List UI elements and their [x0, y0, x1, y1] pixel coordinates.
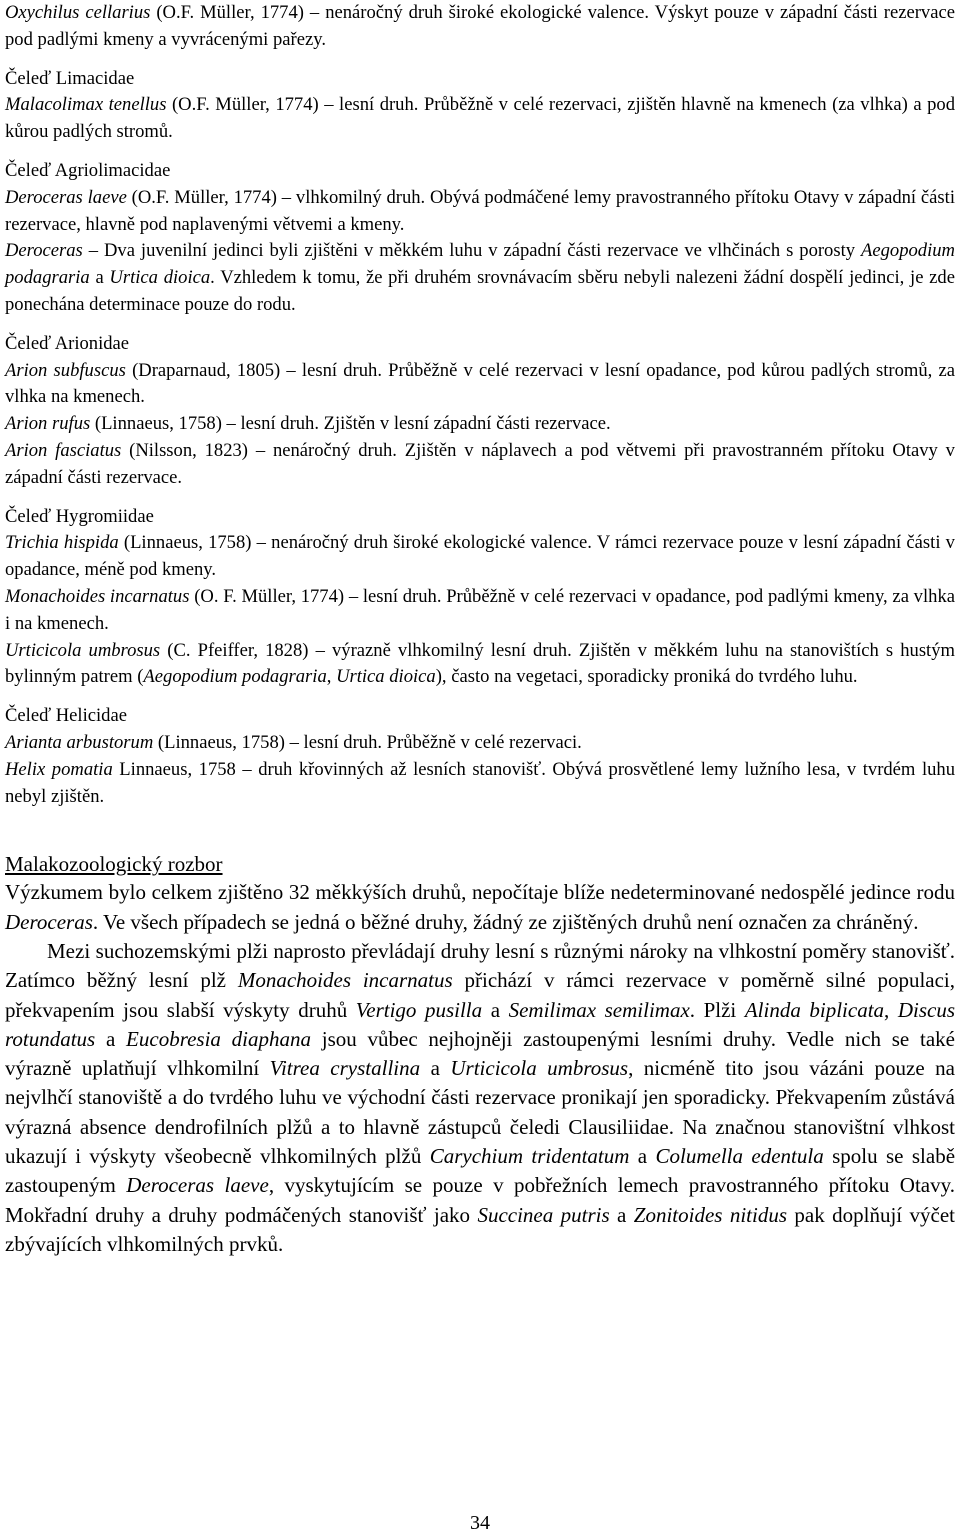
species-description: (Nilsson, 1823) – nenáročný druh. Zjištěn v náplavech a pod větvemi při pravostranném přítoku Otavy v západní části rezervace.: [5, 439, 955, 488]
species-description: Linnaeus, 1758 – druh křovinných až lesních stanovišť. Obývá prosvětlené lemy lužního lesa, v tvrdém luhu nebyl zjištěn.: [5, 758, 955, 807]
species-arion-subfuscus: [5, 358, 955, 412]
species-name: Arion rufus: [5, 413, 91, 435]
species-arion-fasciatus: [5, 438, 955, 492]
text-run: spolu se slabě zastoupeným: [5, 1143, 956, 1198]
family-heading-arionidae: Čeleď Arionidae: [5, 332, 130, 354]
text-run: , nicméně tito jsou vázáni pouze na nejvlhčí stanoviště a do tvrdého luhu ve východní části rezervace pronikají jen sporadicky. Překvapením zůstává výrazná absence dendrofilních plžů a to hlavně zástupců čeledi Clausiliidae. Na značnou stanovištní vlhkost ukazují i výskyty všeobecně vlhkomilných plžů: [5, 1056, 955, 1168]
species-name: Columella edentula: [655, 1143, 824, 1168]
section-heading-malacozoological-analysis: Malakozoologický rozbor: [5, 852, 223, 877]
species-trichia-hispida: [5, 530, 955, 584]
plant-name: Aegopodium podagraria: [143, 666, 327, 688]
species-name: Vertigo pusilla: [355, 997, 483, 1022]
plant-name: Aegopodium podagraria: [5, 240, 955, 289]
species-malacolimax-tenellus: [5, 92, 955, 146]
species-name: Helix pomatia: [5, 758, 113, 780]
family-heading-helicidae: Čeleď Helicidae: [5, 705, 127, 727]
species-description: (Draparnaud, 1805) – lesní druh. Průběžně v celé rezervaci v lesní opadance, pod kůrou padlých stromů, za vlhka na kmenech.: [5, 359, 955, 408]
text-run: jsou vůbec nejhojněji zastoupenými lesními druhy. Vedle nich se také výrazně uplatňují vlhkomilní: [5, 1026, 955, 1081]
text-run: ,: [884, 997, 898, 1022]
species-urticicola-umbrosus: [5, 638, 955, 692]
family-heading-limacidae: Čeleď Limacidae: [5, 67, 135, 89]
species-name: Urticicola umbrosus: [450, 1056, 629, 1081]
species-monachoides-incarnatus: [5, 584, 955, 638]
text-run: a: [95, 1026, 127, 1051]
species-name: Eucobresia diaphana: [126, 1026, 311, 1051]
family-heading-agriolimacidae: Čeleď Agriolimacidae: [5, 159, 171, 181]
species-name: Carychium tridentatum: [429, 1143, 630, 1168]
text-run: ,: [326, 666, 337, 688]
text-run: přichází v rámci rezervace v poměrně silné populaci, překvapením jsou slabší výskyty druhů: [5, 968, 956, 1022]
text-run: Výzkumem bylo celkem zjištěno 32 měkkýších druhů, nepočítaje blíže nedeterminované nedospělé jedince rodu: [5, 880, 955, 905]
species-description: – Dva juvenilní jedinci byli zjištěni v měkkém luhu v západní části rezervace ve vlhčinách s porosty: [82, 240, 861, 262]
species-arianta-arbustorum: [5, 730, 955, 757]
species-name: Oxychilus cellarius: [5, 2, 151, 23]
species-arion-rufus: [5, 411, 955, 438]
species-name: Monachoides incarnatus: [237, 968, 453, 993]
text-run: . Ve všech případech se jedná o běžné druhy, žádný ze zjištěných druhů není označen za chráněný.: [92, 909, 919, 934]
species-name: Monachoides incarnatus: [5, 585, 190, 607]
species-name: Semilimax semilimax: [508, 997, 690, 1022]
species-oxychilus-cellarius: [5, 0, 955, 54]
text-run: pak doplňují výčet zbývajících vlhkomilných prvků.: [5, 1202, 955, 1256]
species-description: (Linnaeus, 1758) – lesní druh. Průběžně v celé rezervaci.: [153, 731, 582, 753]
species-description: (O. F. Müller, 1774) – lesní druh. Průběžně v celé rezervaci v opadance, pod padlými kmeny, za vlhka i na kmenech.: [5, 585, 955, 634]
plant-name: Urtica dioica: [109, 267, 211, 289]
species-name: Deroceras: [5, 240, 83, 262]
document-page: [5, 0, 955, 1259]
text-run: . Vzhledem k tomu, že při druhém srovnávacím sběru nebyli nalezeni žádní dospělí jedinci, je zde ponechána determinace pouze do rodu.: [5, 267, 955, 315]
species-name: Deroceras laeve: [126, 1173, 269, 1198]
text-run: a: [482, 997, 509, 1022]
species-deroceras: [5, 238, 955, 318]
species-name: Zonitoides nitidus: [633, 1202, 788, 1227]
text-run: ), často na vegetaci, sporadicky proniká do tvrdého luhu.: [435, 666, 858, 688]
species-description: (C. Pfeiffer, 1828) – výrazně vlhkomilný lesní druh. Zjištěn v měkkém luhu na stanovištích s hustým bylinným patrem (: [5, 639, 955, 688]
page-number: 34: [470, 1512, 490, 1534]
species-name: Urticicola umbrosus: [5, 639, 161, 661]
species-description: (Linnaeus, 1758) – lesní druh. Zjištěn v lesní západní části rezervace.: [90, 413, 611, 435]
analysis-paragraph-2: [5, 937, 955, 1259]
species-name: Succinea putris: [477, 1202, 610, 1227]
species-description: (O.F. Müller, 1774) – nenáročný druh široké ekologické valence. Výskyt pouze v západní části rezervace pod padlými kmeny a vyvrácenými pařezy.: [5, 2, 955, 50]
species-description: (O.F. Müller, 1774) – vlhkomilný druh. Obývá podmáčené lemy pravostranného přítoku Otavy v západní části rezervace, hlavně pod naplavenými větvemi a kmeny.: [5, 186, 955, 235]
text-run: Mezi suchozemskými plži naprosto převládají druhy lesní s různými nároky na vlhkostní poměry stanovišť. Zatímco běžný lesní plž: [5, 938, 955, 993]
species-name: Malacolimax tenellus: [5, 94, 167, 116]
text-run: , vyskytujícím se pouze v pobřežních lemech pravostranného přítoku Otavy. Mokřadní druhy a druhy podmáčených stanovišť jako: [5, 1173, 955, 1227]
species-name: Alinda biplicata: [744, 997, 885, 1022]
text-run: a: [89, 267, 110, 289]
species-helix-pomatia: [5, 757, 955, 811]
text-run: a: [420, 1056, 451, 1081]
species-deroceras-laeve: [5, 185, 955, 239]
text-run: . Plži: [689, 997, 745, 1022]
plant-name: Urtica dioica: [336, 666, 436, 688]
analysis-paragraph-1: [5, 878, 955, 937]
text-run: a: [609, 1202, 634, 1227]
species-name: Discus rotundatus: [5, 997, 956, 1051]
species-description: (O.F. Müller, 1774) – lesní druh. Průběžně v celé rezervaci, zjištěn hlavně na kmenech (za vlhka) a pod kůrou padlých stromů.: [5, 94, 955, 143]
species-description: (Linnaeus, 1758) – nenáročný druh široké ekologické valence. V rámci rezervace pouze v lesní západní části v opadance, méně pod kmeny.: [5, 532, 955, 581]
species-name: Arion subfuscus: [5, 359, 126, 381]
species-name: Vitrea crystallina: [269, 1056, 421, 1081]
species-name: Deroceras: [5, 909, 93, 934]
species-name: Arion fasciatus: [5, 439, 122, 461]
species-name: Arianta arbustorum: [5, 731, 154, 753]
species-name: Trichia hispida: [5, 532, 119, 554]
text-run: a: [629, 1143, 656, 1168]
family-heading-hygromiidae: Čeleď Hygromiidae: [5, 505, 154, 527]
species-name: Deroceras laeve: [5, 186, 127, 208]
